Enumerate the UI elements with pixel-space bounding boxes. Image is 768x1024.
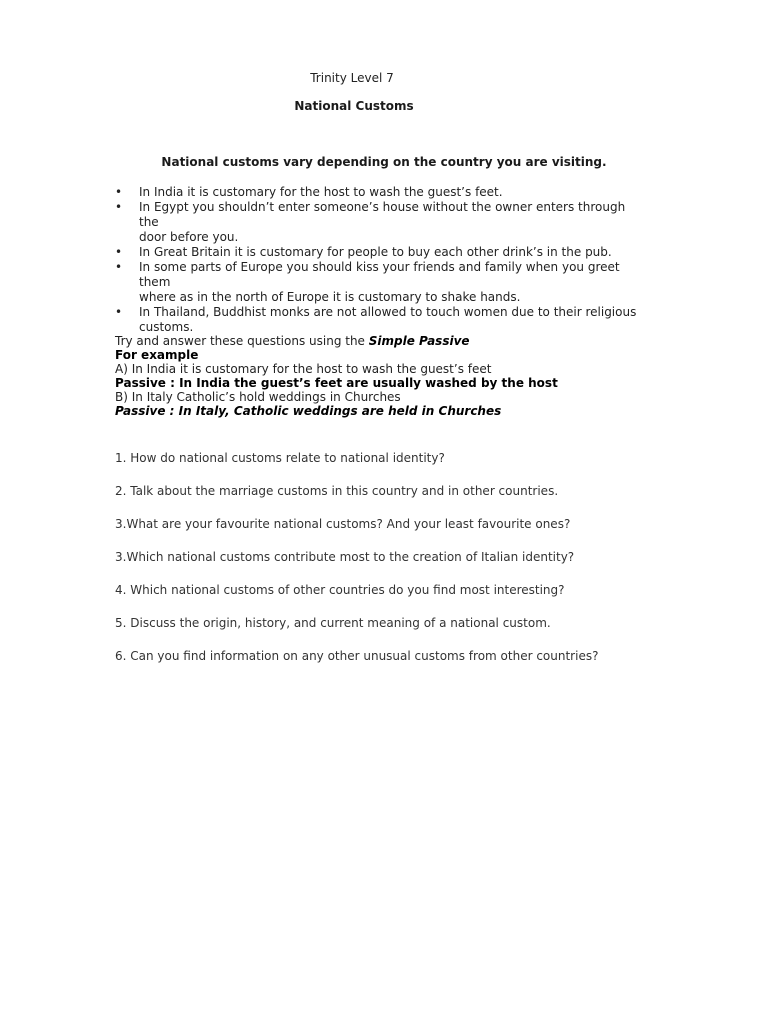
customs-list: [115, 185, 645, 335]
bullet-icon: •: [115, 245, 123, 259]
list-item-line: customs.: [139, 320, 194, 334]
passive-example-block: [115, 334, 675, 418]
list-item-line: In India it is customary for the host to wash the guest’s feet.: [139, 185, 503, 199]
list-item: [115, 305, 645, 335]
bullet-icon: •: [115, 305, 123, 319]
example-b-passive: Passive : In Italy, Catholic weddings are held in Churches: [115, 404, 502, 418]
bullet-icon: •: [115, 185, 123, 199]
question-item: 6. Can you find information on any other unusual customs from other countries?: [115, 649, 599, 663]
example-a-passive: Passive : In India the guest’s feet are usually washed by the host: [115, 376, 558, 390]
list-item: [115, 185, 645, 200]
list-item: [115, 200, 645, 245]
example-b-sentence: B) In Italy Catholic’s hold weddings in Churches: [115, 390, 401, 404]
example-a-sentence: A) In India it is customary for the host to wash the guest’s feet: [115, 362, 492, 376]
instruction-text: Try and answer these questions using the: [115, 334, 369, 348]
page-title: National Customs: [294, 99, 414, 113]
instruction-emphasis: Simple Passive: [368, 334, 470, 348]
bullet-icon: •: [115, 260, 123, 274]
list-item-line: In Egypt you shouldn’t enter someone’s house without the owner enters through the: [139, 200, 626, 229]
list-item: [115, 260, 645, 305]
list-item-line: In Thailand, Buddhist monks are not allowed to touch women due to their religious: [139, 305, 637, 319]
list-item: [115, 245, 645, 260]
example-heading: For example: [115, 348, 199, 362]
instruction-line: [115, 334, 675, 348]
question-item: 1. How do national customs relate to national identity?: [115, 451, 445, 465]
list-item-line: door before you.: [139, 230, 239, 244]
question-item: 5. Discuss the origin, history, and current meaning of a national custom.: [115, 616, 551, 630]
bullet-icon: •: [115, 200, 123, 214]
list-item-line: In Great Britain it is customary for people to buy each other drink’s in the pub.: [139, 245, 612, 259]
list-item-line: In some parts of Europe you should kiss your friends and family when you greet them: [139, 260, 620, 289]
question-item: 4. Which national customs of other countries do you find most interesting?: [115, 583, 565, 597]
question-item: 3.What are your favourite national customs? And your least favourite ones?: [115, 517, 571, 531]
question-list: [115, 451, 675, 682]
list-item-line: where as in the north of Europe it is customary to shake hands.: [139, 290, 521, 304]
question-item: 3.Which national customs contribute most to the creation of Italian identity?: [115, 550, 575, 564]
intro-statement: National customs vary depending on the country you are visiting.: [161, 155, 607, 169]
course-level: Trinity Level 7: [310, 71, 394, 85]
question-item: 2. Talk about the marriage customs in this country and in other countries.: [115, 484, 559, 498]
